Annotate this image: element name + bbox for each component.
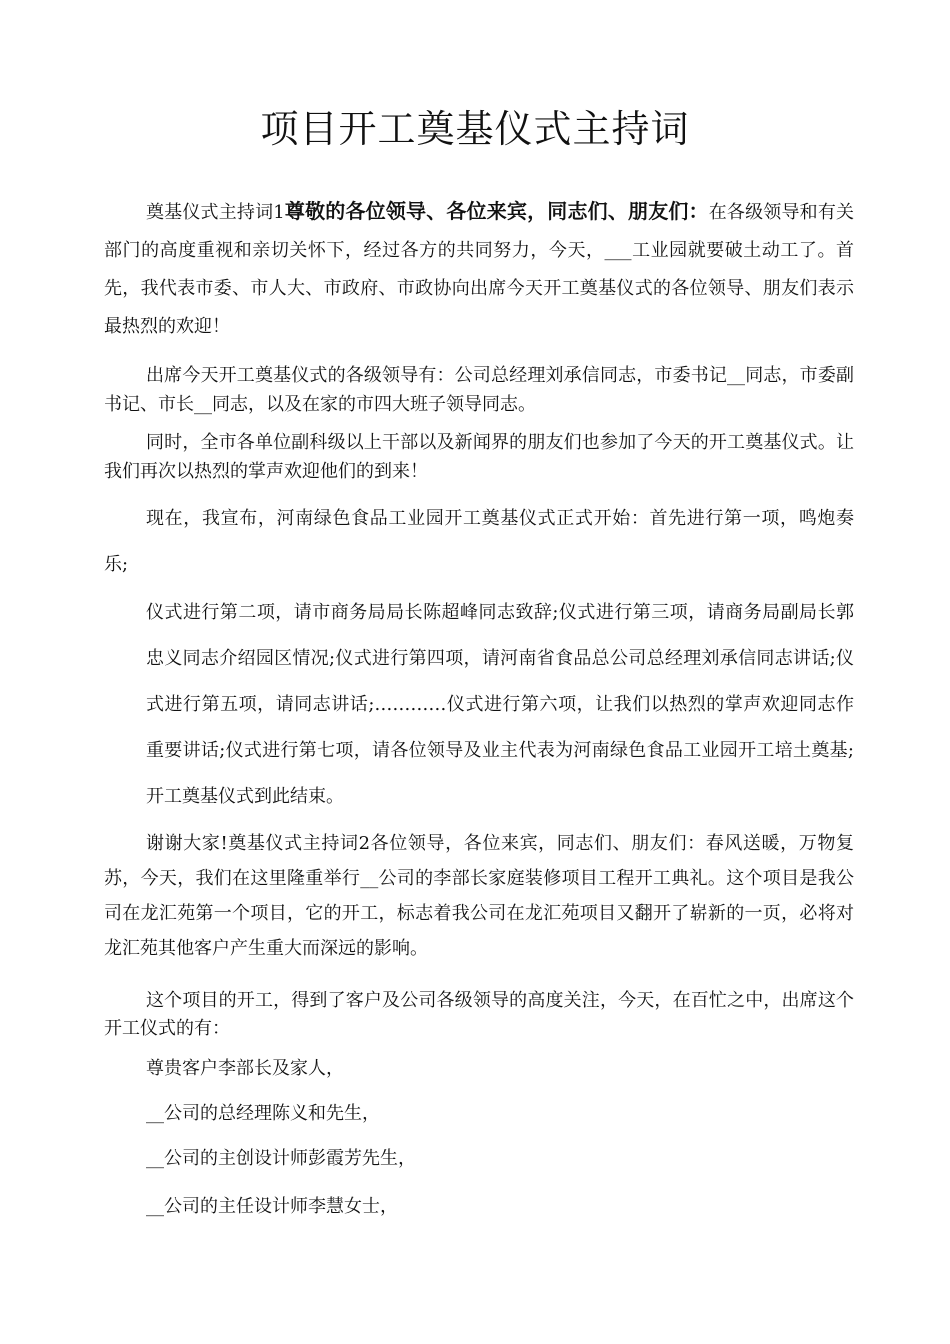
paragraph-3: 同时，全市各单位副科级以上干部以及新闻界的朋友们也参加了今天的开工奠基仪式。让我们再次以热烈的掌声欢迎他们的到来！ — [104, 432, 854, 482]
paragraph-6: 谢谢大家!奠基仪式主持词2各位领导，各位来宾，同志们、朋友们：春风送暖，万物复苏，今天，我们在这里隆重举行__公司的李部长家庭装修项目工程开工典礼。这个项目是我公司在龙汇苑第一个项目，它的开工，标志着我公司在龙汇苑项目又翻开了崭新的一页，必将对龙汇苑其他客户产生重大而深远的影响。 — [104, 833, 854, 959]
paragraph-4: 现在，我宣布，河南绿色食品工业园开工奠基仪式正式开始：首先进行第一项，鸣炮奏乐; — [104, 508, 854, 575]
attendee-line: __公司的主任设计师李慧女士， — [146, 1196, 398, 1217]
attendee-line: __公司的总经理陈义和先生， — [146, 1103, 380, 1124]
paragraph-1 — [104, 192, 854, 346]
paragraph-1-body: 在各级领导和有关部门的高度重视和亲切关怀下，经过各方的共同努力，今天，___工业园就要破土动工了。首先，我代表市委、市人大、市政府、市政协向出席今天开工奠基仪式的各位领导、朋友们表示最热烈的欢迎！ — [104, 202, 855, 337]
paragraph-5: 仪式进行第二项，请市商务局局长陈超峰同志致辞;仪式进行第三项，请商务局副局长郭忠义同志介绍园区情况;仪式进行第四项，请河南省食品总公司总经理刘承信同志讲话;仪式进行第五项，请同志讲话;…………仪式进行第六项，让我们以热烈的掌声欢迎同志作重要讲话;仪式进行第七项，请各位领导及业主代表为河南绿色食品工业园开工培土奠基;开工奠基仪式到此结束。 — [146, 602, 854, 807]
attendee-line: 尊贵客户李部长及家人， — [146, 1058, 344, 1079]
paragraph-1-lead: 奠基仪式主持词1 — [146, 202, 285, 223]
paragraph-1-greeting: 尊敬的各位领导、各位来宾，同志们、朋友们： — [284, 199, 709, 223]
paragraph-2: 出席今天开工奠基仪式的各级领导有：公司总经理刘承信同志，市委书记__同志，市委副书记、市长__同志，以及在家的市四大班子领导同志。 — [104, 365, 854, 415]
document-title: 项目开工奠基仪式主持词 — [260, 107, 690, 151]
attendee-line: __公司的主创设计师彭霞芳先生， — [146, 1148, 416, 1169]
paragraph-7: 这个项目的开工，得到了客户及公司各级领导的高度关注，今天，在百忙之中，出席这个开工仪式的有： — [104, 990, 854, 1039]
